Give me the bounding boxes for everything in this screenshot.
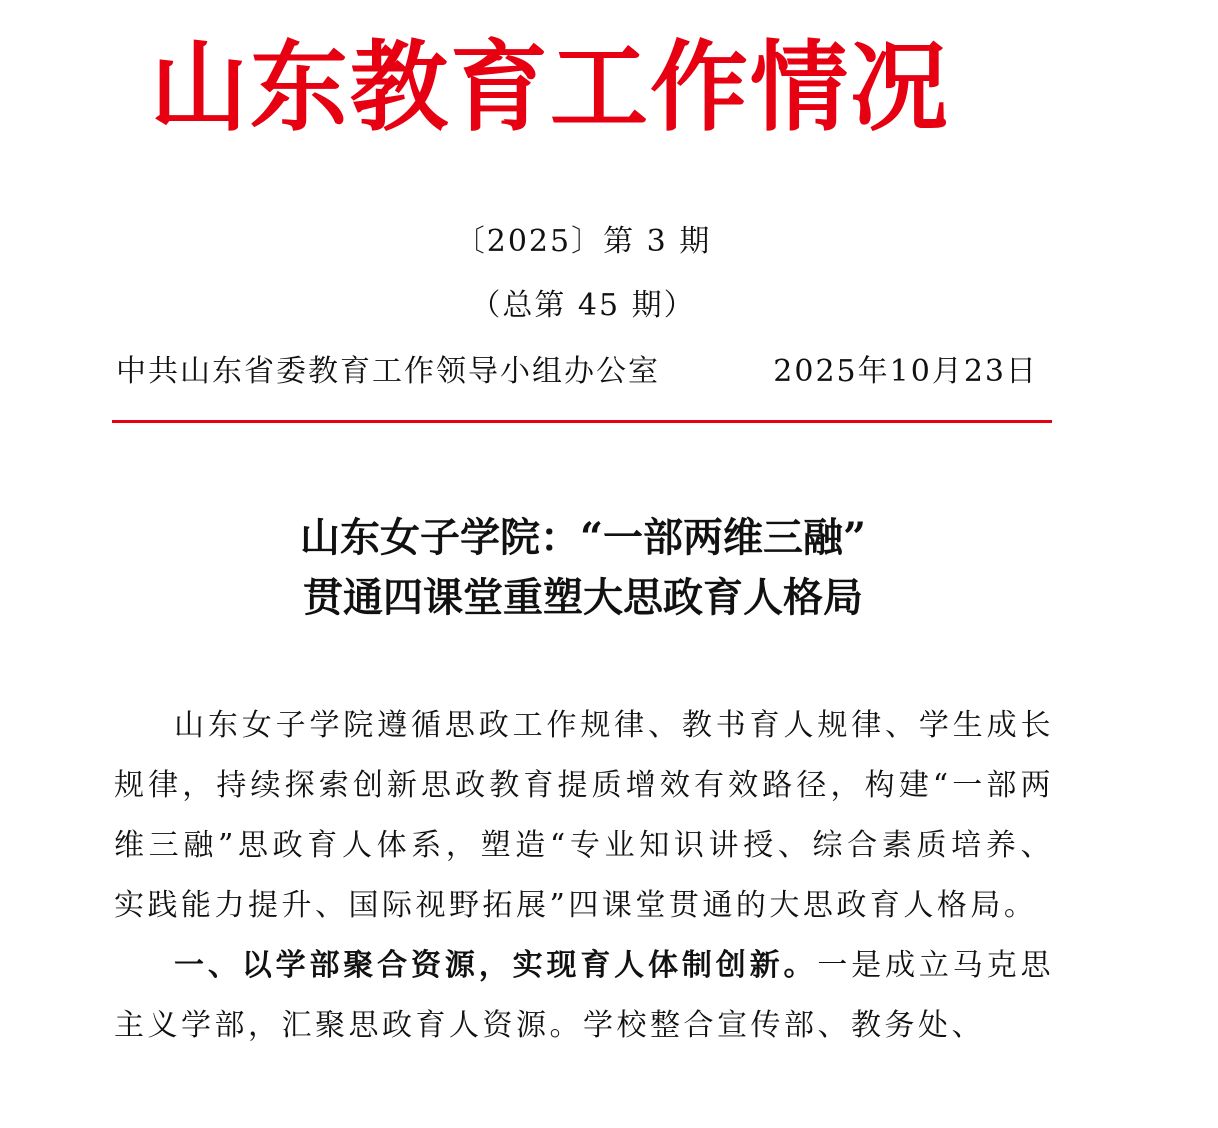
masthead-title: 山东教育工作情况 <box>150 30 951 145</box>
section-1-text: 一是成立马克思主义学部，汇聚思政育人资源。学校整合宣传部、教务处、 <box>114 948 1055 1043</box>
article-title-line-2: 贯通四课堂重塑大思政育人格局 <box>303 574 863 621</box>
article-body <box>114 696 1054 1056</box>
issue-number: 〔2025〕第 3 期 <box>454 224 712 259</box>
issuer-name: 中共山东省委教育工作领导小组办公室 <box>116 354 660 389</box>
issuer-row <box>112 352 1052 392</box>
article-title-line-1: 山东女子学院：“一部两维三融” <box>299 514 866 561</box>
issue-total: （总第 45 期） <box>470 288 696 323</box>
paragraph-intro: 山东女子学院遵循思政工作规律、教书育人规律、学生成长规律，持续探索创新思政教育提质增效有效路径，构建“一部两维三融”思政育人体系，塑造“专业知识讲授、综合素质培养、实践能力提升、国际视野拓展”四课堂贯通的大思政育人格局。 <box>114 708 1054 923</box>
issue-date: 2025年10月23日 <box>773 354 1038 389</box>
red-divider <box>112 420 1052 423</box>
paragraph-section-1 <box>114 936 1054 1056</box>
section-1-heading: 一、以学部聚合资源，实现育人体制创新。 <box>174 948 818 983</box>
